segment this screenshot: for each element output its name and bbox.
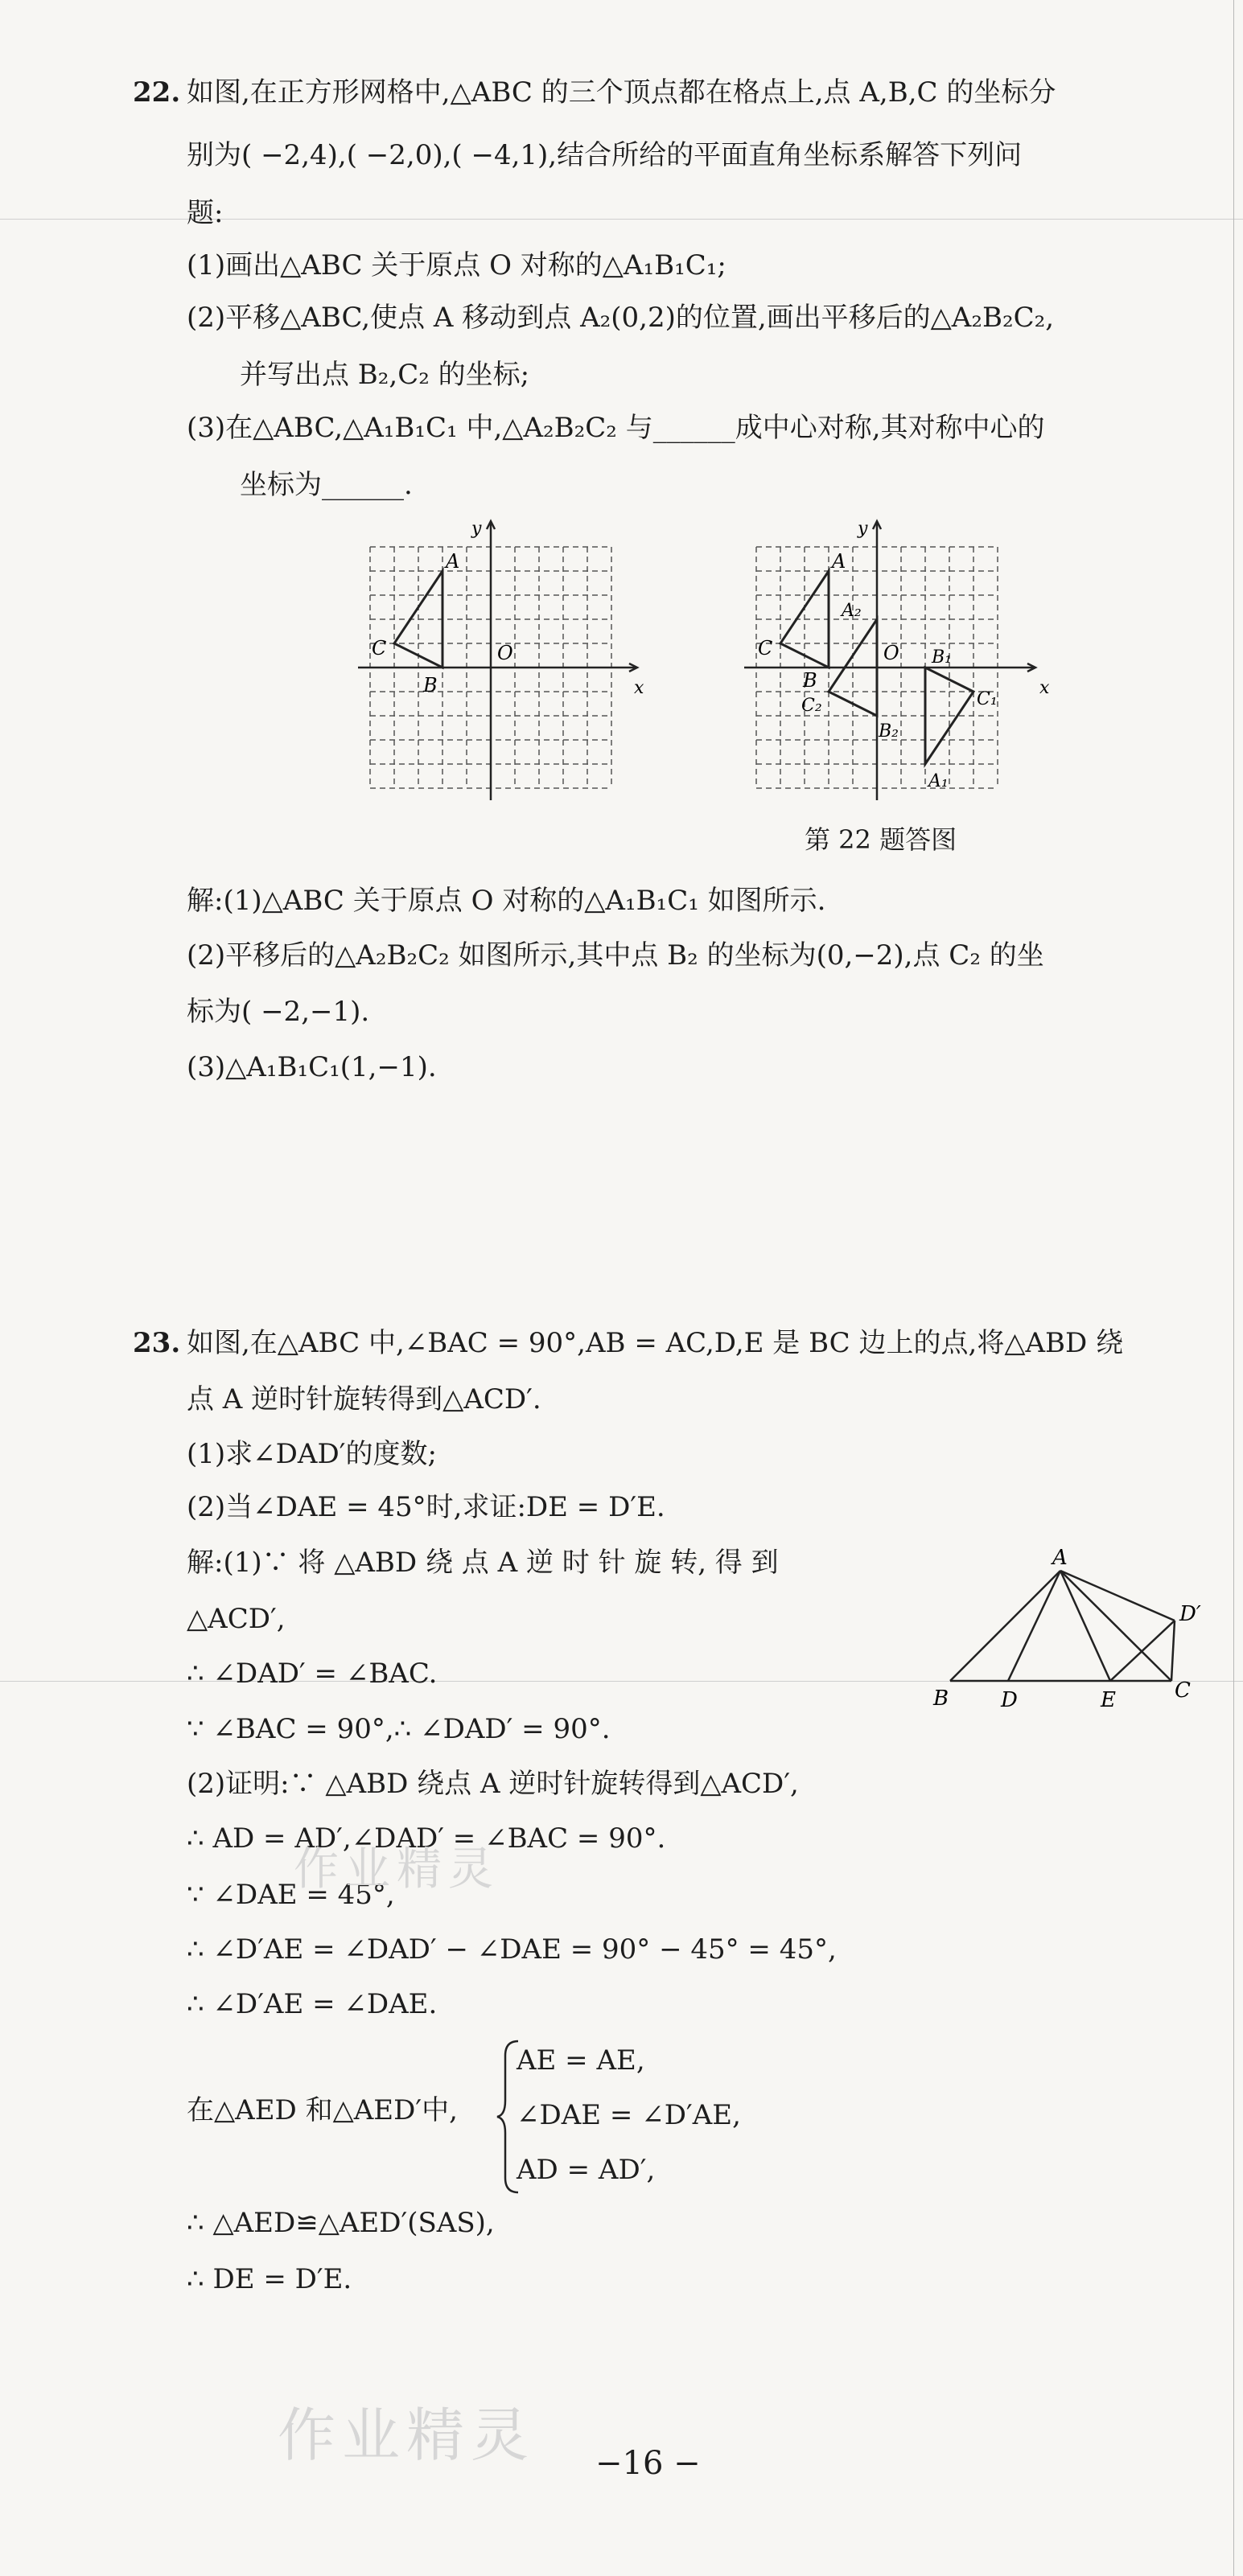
q22-solution-2-line2: 标为( −2,−1). (187, 996, 370, 1028)
q22-part2-line2: 并写出点 B₂,C₂ 的坐标; (240, 359, 530, 391)
vertex-label-b1: B₁ (932, 647, 952, 668)
q22-stem-line2: 别为( −2,4),( −2,0),( −4,1),结合所给的平面直角坐标系解答下列问 (187, 139, 1023, 171)
q23-solution-line4: ∵ ∠BAC = 90°,∴ ∠DAD′ = 90°. (187, 1713, 611, 1745)
q23-stem-line2: 点 A 逆时针旋转得到△ACD′. (187, 1383, 541, 1415)
q23-proof-line6: 在△AED 和△AED′中, (187, 2094, 458, 2126)
q22-figure-caption: 第 22 题答图 (805, 824, 957, 855)
q23-proof-line3: ∵ ∠DAE = 45°, (187, 1879, 395, 1911)
q23-solution-line3: ∴ ∠DAD′ = ∠BAC. (187, 1658, 438, 1690)
vertex-label-a2: A₂ (842, 601, 862, 621)
axis-label-y: y (858, 519, 868, 539)
q23-part2: (2)当∠DAE = 45°时,求证:DE = D′E. (187, 1491, 665, 1523)
q22-part2-line1: (2)平移△ABC,使点 A 移动到点 A₂(0,2)的位置,画出平移后的△A₂B₂C₂, (187, 302, 1055, 334)
axis-label-x: x (634, 678, 644, 698)
q23-label-e: E (1101, 1688, 1116, 1712)
vertex-label-b: B (423, 674, 438, 696)
q22-solution-3: (3)△A₁B₁C₁(1,−1). (187, 1051, 437, 1083)
q23-number: 23. (133, 1327, 181, 1359)
q22-part3-line2: 坐标为______. (240, 469, 413, 501)
q22-stem-line1: 如图,在正方形网格中,△ABC 的三个顶点都在格点上,点 A,B,C 的坐标分 (187, 76, 1056, 109)
q23-label-c: C (1175, 1678, 1191, 1703)
q23-label-a: A (1052, 1546, 1068, 1570)
q23-label-d: D (1001, 1688, 1018, 1712)
q23-label-dprime: D′ (1179, 1602, 1201, 1626)
vertex-label-b: B (803, 669, 817, 692)
q23-condition-2: ∠DAE = ∠D′AE, (517, 2099, 741, 2131)
vertex-label-a: A (446, 550, 460, 573)
axis-label-y: y (471, 519, 482, 539)
q22-part3-line1: (3)在△ABC,△A₁B₁C₁ 中,△A₂B₂C₂ 与______成中心对称,其对称中心的 (187, 412, 1045, 444)
q23-proof-line8: ∴ DE = D′E. (187, 2263, 352, 2295)
q23-label-b: B (933, 1687, 949, 1711)
q23-condition-3: AD = AD′, (517, 2154, 656, 2186)
vertex-label-a1: A₁ (928, 771, 949, 791)
q22-solution-1: 解:(1)△ABC 关于原点 O 对称的△A₁B₁C₁ 如图所示. (187, 885, 826, 917)
q22-solution-2-line1: (2)平移后的△A₂B₂C₂ 如图所示,其中点 B₂ 的坐标为(0,−2),点 C₂ 的坐 (187, 939, 1044, 972)
vertex-label-b2: B₂ (879, 721, 899, 742)
q23-solution-line2: △ACD′, (187, 1603, 286, 1635)
vertex-label-a: A (832, 550, 846, 573)
q23-proof-line4: ∴ ∠D′AE = ∠DAD′ − ∠DAE = 90° − 45° = 45°, (187, 1933, 837, 1966)
q23-proof-line1: (2)证明:∵ △ABD 绕点 A 逆时针旋转得到△ACD′, (187, 1768, 799, 1800)
margin-line (1233, 0, 1234, 2576)
q22-part1: (1)画出△ABC 关于原点 O 对称的△A₁B₁C₁; (187, 249, 726, 281)
q23-part1: (1)求∠DAD′的度数; (187, 1438, 437, 1470)
q23-proof-line5: ∴ ∠D′AE = ∠DAE. (187, 1988, 438, 2020)
q23-proof-line2: ∴ AD = AD′,∠DAD′ = ∠BAC = 90°. (187, 1822, 666, 1855)
vertex-label-c: C (372, 637, 387, 659)
watermark: 作业精灵 (278, 2401, 536, 2469)
watermark: 作业精灵 (294, 1843, 500, 1896)
q22-stem-line3: 题: (187, 197, 224, 229)
q22-figure-grid (346, 515, 652, 804)
q22-answer-figure (732, 515, 1054, 804)
q23-condition-1: AE = AE, (517, 2044, 645, 2077)
q23-triangle-figure (917, 1532, 1239, 1717)
q23-solution-line1: 解:(1)∵ 将 △ABD 绕 点 A 逆 时 针 旋 转, 得 到 (187, 1547, 779, 1579)
vertex-label-c2: C₂ (801, 696, 822, 716)
vertex-label-c1: C₁ (977, 689, 998, 709)
axis-label-x: x (1039, 678, 1050, 698)
vertex-label-c: C (758, 637, 773, 659)
q23-proof-line7: ∴ △AED≌△AED′(SAS), (187, 2207, 495, 2239)
q22-number: 22. (133, 76, 181, 109)
origin-label: O (497, 642, 513, 664)
q23-stem-line1: 如图,在△ABC 中,∠BAC = 90°,AB = AC,D,E 是 BC 边上的点,将△ABD 绕 (187, 1327, 1124, 1359)
origin-label: O (883, 642, 899, 664)
page-number: −16 − (595, 2445, 701, 2482)
